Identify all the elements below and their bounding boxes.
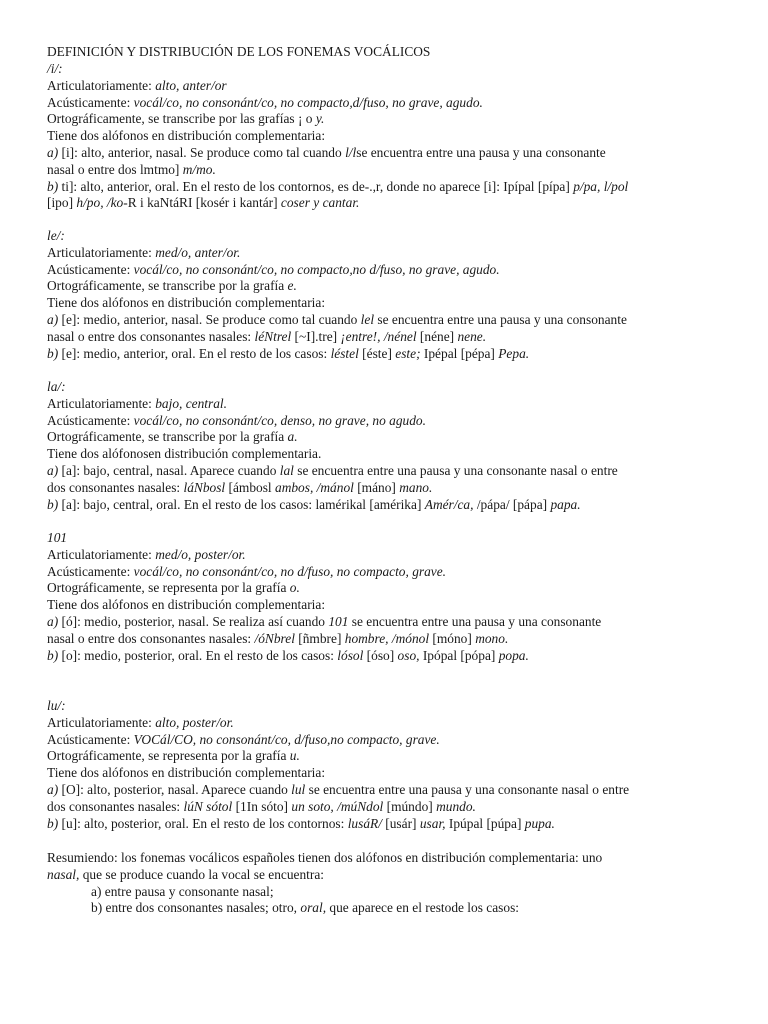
- allophone-intro: Tiene dos alófonos en distribución complementaria:: [47, 597, 326, 613]
- allophone-a-continued: dos consonantes nasales: láNbosl [ámbosl ambos, /mánol [máno] mano.: [47, 479, 433, 495]
- allophone-b: b) [a]: bajo, central, oral. En el resto de los casos: lamérikal [amérika] Amér/ca, /pápa/ [pápa] papa.: [47, 496, 581, 512]
- allophone-a: a) [e]: medio, anterior, nasal. Se produce como tal cuando lel se encuentra entre una pausa y una consonante: [47, 311, 627, 327]
- allophone-a-continued: dos consonantes nasales: lúN sótol [1In sóto] un soto, /múNdol [múndo] mundo.: [47, 798, 476, 814]
- acoustic-line: Acústicamente: vocál/co, no consonánt/co, no compacto,d/fuso, no grave, agudo.: [47, 94, 483, 110]
- allophone-b-continued: [ipo] h/po, /ko-R i kaNtáRI [kosér i kantár] coser y cantar.: [47, 195, 360, 211]
- allophone-b: b) [o]: medio, posterior, oral. En el resto de los casos: lósol [óso] oso, Ipópal [pópa] popa.: [47, 647, 529, 663]
- allophone-b: b) ti]: alto, anterior, oral. En el resto de los contornos, es de-.,r, donde no aparece [i]: Ipípal [pípa] p/pa, l/pol: [47, 178, 629, 194]
- acoustic-line: Acústicamente: vocál/co, no consonánt/co, denso, no grave, no agudo.: [47, 412, 426, 428]
- phoneme-heading: /i/:: [47, 61, 63, 76]
- phoneme-section-i: [47, 61, 747, 212]
- orthography-line: Ortográficamente, se transcribe por la grafía a.: [47, 429, 298, 445]
- summary-section: [47, 850, 747, 917]
- orthography-line: Ortográficamente, se transcribe por la grafía e.: [47, 278, 297, 294]
- acoustic-line: Acústicamente: vocál/co, no consonánt/co, no d/fuso, no compacto, grave.: [47, 563, 447, 579]
- articulation-line: Articulatoriamente: med/o, poster/or.: [47, 546, 246, 562]
- phoneme-section-u: [47, 698, 747, 832]
- allophone-a-continued: nasal o entre dos consonantes nasales: /óNbrel [ñmbre] hombre, /mónol [móno] mono.: [47, 630, 509, 646]
- allophone-intro: Tiene dos alófonos en distribución complementaria:: [47, 128, 326, 144]
- phoneme-heading: 101: [47, 530, 68, 545]
- acoustic-line: Acústicamente: vocál/co, no consonánt/co, no compacto,no d/fuso, no grave, agudo.: [47, 261, 500, 277]
- allophone-a: a) [ó]: medio, posterior, nasal. Se realiza así cuando 101 se encuentra entre una pausa y una consonante: [47, 613, 602, 629]
- articulation-line: Articulatoriamente: alto, anter/or: [47, 77, 227, 93]
- articulation-line: Articulatoriamente: bajo, central.: [47, 395, 227, 411]
- acoustic-line: Acústicamente: VOCál/CO, no consonánt/co, d/fuso,no compacto, grave.: [47, 731, 440, 747]
- document-title: DEFINICIÓN Y DISTRIBUCIÓN DE LOS FONEMAS VOCÁLICOS: [47, 44, 431, 59]
- phoneme-heading: la/:: [47, 379, 66, 394]
- orthography-line: Ortográficamente, se representa por la grafía o.: [47, 580, 300, 596]
- allophone-intro: Tiene dos alófonosen distribución complementaria.: [47, 446, 322, 462]
- summary-line: Resumiendo: los fonemas vocálicos españoles tienen dos alófonos en distribución complementaria: uno: [47, 850, 603, 865]
- allophone-a-continued: nasal o entre dos lmtmo] m/mo.: [47, 161, 216, 177]
- phoneme-section-a: [47, 379, 747, 513]
- allophone-a: a) [O]: alto, posterior, nasal. Aparece cuando lul se encuentra entre una pausa y una consonante nasal o entre: [47, 781, 630, 797]
- allophone-b: b) [e]: medio, anterior, oral. En el resto de los casos: léstel [éste] este; Ipépal [pépa] Pepa.: [47, 345, 530, 361]
- summary-item-b: b) entre dos consonantes nasales; otro, oral, que aparece en el restode los casos:: [91, 900, 520, 916]
- allophone-a: a) [a]: bajo, central, nasal. Aparece cuando lal se encuentra entre una pausa y una consonante nasal o entre: [47, 462, 618, 478]
- phoneme-section-e: [47, 228, 747, 362]
- articulation-line: Articulatoriamente: med/o, anter/or.: [47, 244, 241, 260]
- orthography-line: Ortográficamente, se transcribe por las grafías ¡ o y.: [47, 111, 325, 127]
- articulation-line: Articulatoriamente: alto, poster/or.: [47, 714, 234, 730]
- orthography-line: Ortográficamente, se representa por la grafía u.: [47, 748, 300, 764]
- summary-line-continued: nasal, que se produce cuando la vocal se encuentra:: [47, 866, 325, 882]
- phoneme-heading: le/:: [47, 228, 65, 243]
- allophone-intro: Tiene dos alófonos en distribución complementaria:: [47, 765, 326, 781]
- phoneme-heading: lu/:: [47, 698, 66, 713]
- phoneme-section-o: [47, 530, 747, 664]
- allophone-a: a) [i]: alto, anterior, nasal. Se produce como tal cuando l/lse encuentra entre una pausa y una consonante: [47, 144, 606, 160]
- allophone-b: b) [u]: alto, posterior, oral. En el resto de los contornos: lusáR/ [usár] usar, Ipúpal [púpa] pupa.: [47, 815, 555, 831]
- summary-item-a: a) entre pausa y consonante nasal;: [91, 883, 274, 899]
- allophone-intro: Tiene dos alófonos en distribución complementaria:: [47, 295, 326, 311]
- allophone-a-continued: nasal o entre dos consonantes nasales: léNtrel [~I].tre] ¡entre!, /nénel [néne] nene.: [47, 328, 487, 344]
